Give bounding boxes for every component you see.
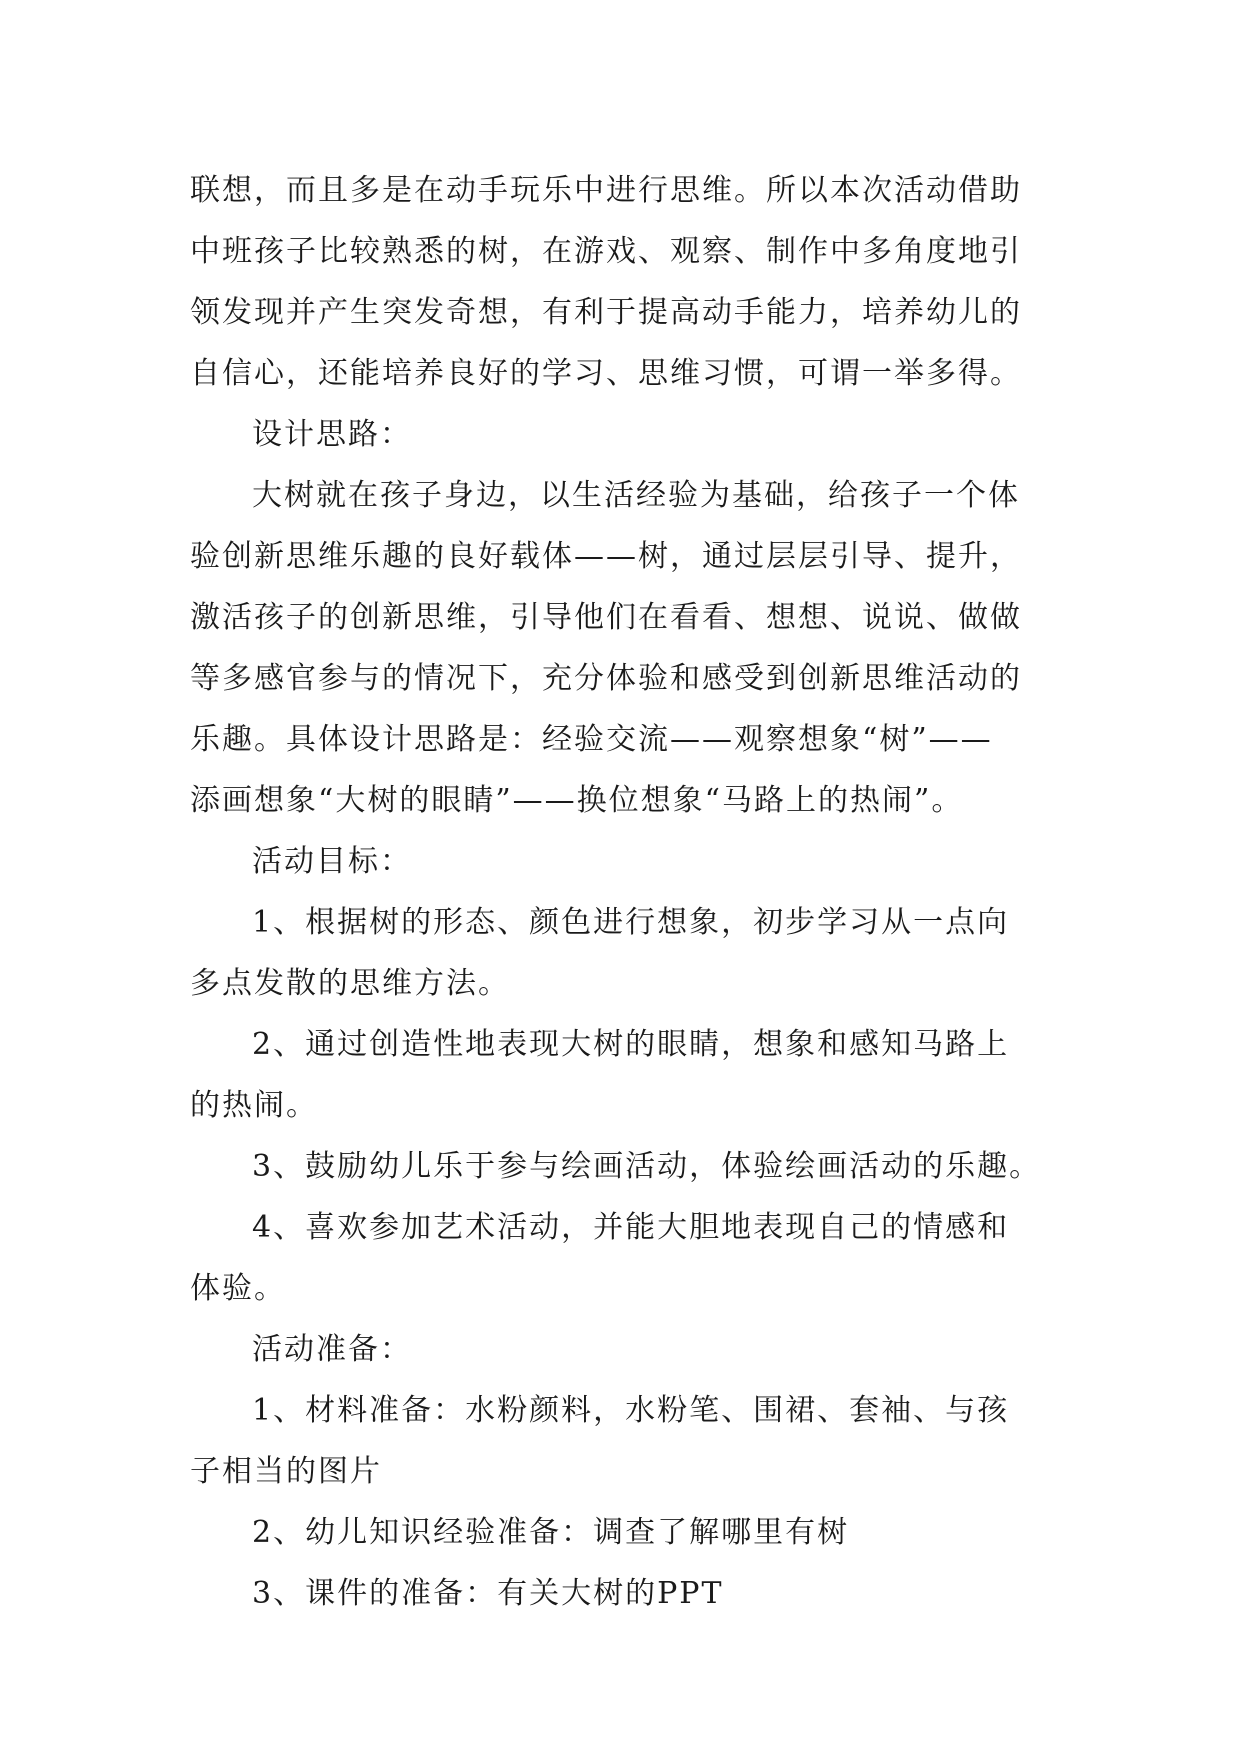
text-line: 激活孩子的创新思维，引导他们在看看、想想、说说、做做: [190, 600, 1022, 635]
text-line: 中班孩子比较熟悉的树，在游戏、观察、制作中多角度地引: [190, 234, 1022, 269]
text-line: 体验。: [190, 1271, 286, 1306]
text-line: 领发现并产生突发奇想，有利于提高动手能力，培养幼儿的: [190, 295, 1022, 330]
section-heading-design: 设计思路：: [252, 417, 412, 452]
document-body: [190, 160, 1050, 1624]
prep-item-1: 1、材料准备：水粉颜料，水粉笔、围裙、套袖、与孩: [252, 1393, 1010, 1428]
prep-item-2: 2、幼儿知识经验准备：调查了解哪里有树: [252, 1515, 850, 1550]
goal-item-2: 2、通过创造性地表现大树的眼睛，想象和感知马路上: [252, 1027, 1010, 1062]
goal-item-1: 1、根据树的形态、颜色进行想象，初步学习从一点向: [252, 905, 1010, 940]
text-line: 添画想象“大树的眼睛”——换位想象“马路上的热闹”。: [190, 783, 964, 818]
text-line: 多点发散的思维方法。: [190, 966, 510, 1001]
text-line: 大树就在孩子身边，以生活经验为基础，给孩子一个体: [252, 478, 1020, 513]
section-heading-preparation: 活动准备：: [252, 1332, 412, 1367]
text-line: 联想，而且多是在动手玩乐中进行思维。所以本次活动借助: [190, 173, 1022, 208]
text-line: 乐趣。具体设计思路是：经验交流——观察想象“树”——: [190, 722, 993, 757]
prep-item-3: 3、课件的准备：有关大树的PPT: [252, 1576, 724, 1611]
text-line: 等多感官参与的情况下，充分体验和感受到创新思维活动的: [190, 661, 1022, 696]
text-line: 子相当的图片: [190, 1454, 382, 1489]
text-line: 验创新思维乐趣的良好载体——树，通过层层引导、提升，: [190, 539, 1022, 574]
text-line: 自信心，还能培养良好的学习、思维习惯，可谓一举多得。: [190, 356, 1022, 391]
section-heading-goals: 活动目标：: [252, 844, 412, 879]
goal-item-3: 3、鼓励幼儿乐于参与绘画活动，体验绘画活动的乐趣。: [252, 1149, 1042, 1184]
text-line: 的热闹。: [190, 1088, 318, 1123]
goal-item-4: 4、喜欢参加艺术活动，并能大胆地表现自己的情感和: [252, 1210, 1010, 1245]
